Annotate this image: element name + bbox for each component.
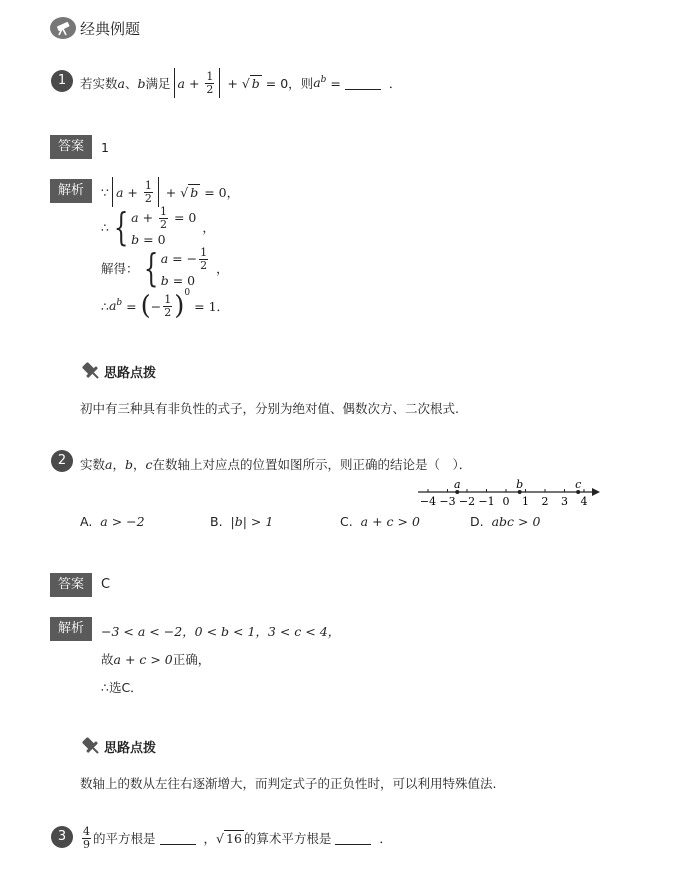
answer-label-2: 答案 bbox=[50, 573, 92, 597]
number-line-tick-label: −4 bbox=[419, 495, 437, 508]
analysis-label-2: 解析 bbox=[50, 617, 92, 641]
number-line-tick-label: 4 bbox=[580, 495, 588, 508]
q1-solution-step-3: 解得： { a = − $\frac{1}{2}$ b = 0 ， bbox=[101, 245, 229, 290]
number-line-arrow bbox=[592, 488, 600, 496]
answer-1: 1 bbox=[101, 140, 109, 155]
number-line-point-label-b: b bbox=[516, 478, 524, 491]
question-number-1: 1 bbox=[51, 70, 73, 92]
question-number-3: 3 bbox=[51, 826, 73, 848]
section-title: 经典例题 bbox=[80, 19, 141, 38]
question-1-stem: 若实数 a 、 b 满足 a + $\frac{1}{2}$ + √ b = 0，则 $a^b$ = ． bbox=[80, 66, 401, 100]
q2-solution-line-2: 故 a + c > 0 正确， bbox=[101, 651, 211, 667]
pushpin-icon bbox=[80, 735, 102, 757]
number-line-tick-label: 1 bbox=[522, 495, 529, 508]
choice-d[interactable]: D. abc > 0 bbox=[470, 514, 541, 529]
q1-solution-step-2: ∴ { a + $\frac{1}{2}$ = 0 b = 0 ， bbox=[101, 204, 215, 249]
number-line bbox=[410, 478, 610, 510]
question-3-stem: $\frac{4}{9}$ 的平方根是 ， √ 16 的算术平方根是 ． bbox=[83, 824, 392, 851]
section-header bbox=[50, 16, 140, 40]
choice-b[interactable]: B. |b| > 1 bbox=[210, 514, 274, 529]
answer-2: C bbox=[101, 577, 111, 592]
hint-text-2: 数轴上的数从左往右逐渐增大，而判定式子的正负性时，可以利用特殊值法. bbox=[80, 776, 497, 791]
choice-c[interactable]: C. a + c > 0 bbox=[340, 514, 420, 529]
q2-solution-line-1: −3 < a < −2，0 < b < 1，3 < c < 4， bbox=[101, 624, 341, 639]
choice-a[interactable]: A. a > −2 bbox=[80, 514, 145, 529]
telescope-icon bbox=[50, 16, 76, 40]
hint-title-1: 思路点拨 bbox=[80, 360, 156, 382]
hint-text-1: 初中有三种具有非负性的式子，分别为绝对值、偶数次方、二次根式. bbox=[80, 401, 459, 416]
number-line-tick-label: 2 bbox=[541, 495, 549, 508]
q2-solution-line-3: ∴选C． bbox=[101, 680, 143, 695]
hint-title-2: 思路点拨 bbox=[80, 735, 156, 757]
q1-solution-step-1: ∵ a + $\frac{1}{2}$ + √ b = 0， bbox=[101, 176, 239, 208]
number-line-tick-label: 0 bbox=[502, 495, 510, 508]
q1-solution-step-4: ∴ $a^b$ = ( − $\frac{1}{2}$ ) $^0$ = 1． bbox=[101, 288, 230, 321]
pushpin-icon bbox=[80, 360, 102, 382]
number-line-tick-label: −1 bbox=[478, 495, 495, 508]
question-2-stem: 实数 a ， b ， c 在数轴上对应点的位置如图所示，则正确的结论是（ ）． bbox=[80, 456, 472, 472]
answer-label-1: 答案 bbox=[50, 135, 92, 159]
number-line-tick-label: −3 bbox=[439, 495, 456, 508]
question-number-2: 2 bbox=[51, 450, 73, 472]
number-line-point-label-c: c bbox=[575, 478, 582, 491]
number-line-tick-label: 3 bbox=[561, 495, 568, 508]
number-line-point-label-a: a bbox=[453, 478, 461, 491]
analysis-label-1: 解析 bbox=[50, 179, 92, 203]
number-line-tick-label: −2 bbox=[458, 495, 476, 508]
